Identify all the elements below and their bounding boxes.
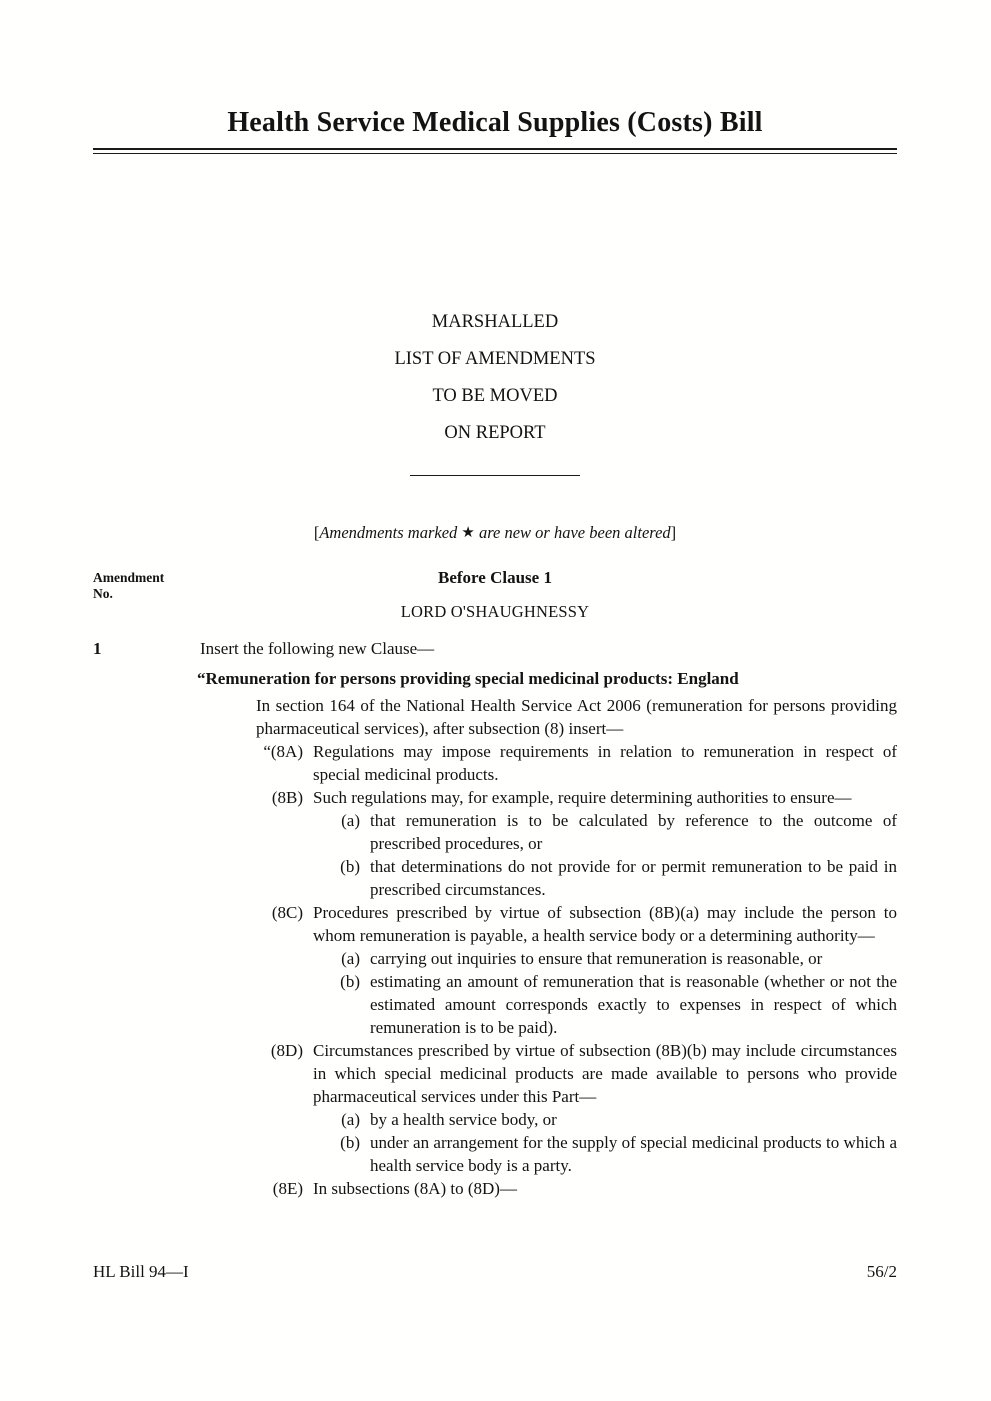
marshalled-line: MARSHALLED	[431, 312, 559, 332]
amendment-1	[93, 637, 897, 1200]
item-number: (b)	[340, 972, 360, 991]
subsection-text: Circumstances prescribed by virtue of subsection (8B)(b) may include circumstances in which special medicinal products are made available to persons who provide pharmaceutical services under this Part—	[313, 1041, 897, 1106]
page-footer	[93, 1262, 897, 1282]
subsection-text: In subsections (8A) to (8D)—	[313, 1179, 517, 1198]
subsection-8D	[200, 1039, 897, 1177]
page-code: 56/2	[866, 1262, 897, 1281]
list-item-a	[313, 809, 897, 855]
clause-heading-row	[93, 568, 897, 601]
subsection-text: Procedures prescribed by virtue of subsection (8B)(a) may include the person to whom remuneration is payable, a health service body or a determining authority—	[313, 903, 897, 945]
item-text: estimating an amount of remuneration that is reasonable (whether or not the estimated amount corresponds exactly to expenses in respect of which remuneration is to be paid).	[370, 972, 897, 1037]
note-bracket-close: ]	[670, 523, 677, 542]
subsection-number: (8B)	[271, 788, 303, 807]
note-text-2: are new or have been altered	[474, 523, 671, 542]
amendment-no-label	[93, 570, 164, 602]
list-item-b	[313, 855, 897, 901]
marshalled-line: TO BE MOVED	[432, 386, 558, 406]
mover-name: LORD O'SHAUGHNESSY	[400, 602, 590, 621]
subsection-text: Such regulations may, for example, require determining authorities to ensure—	[313, 788, 852, 807]
item-number: (b)	[340, 1133, 360, 1152]
subsection-8B	[200, 786, 897, 901]
list-item-a	[313, 1108, 897, 1131]
subsection-text-block	[313, 740, 897, 786]
amendment-number: 1	[93, 639, 102, 658]
item-text: that remuneration is to be calculated by reference to the outcome of prescribed procedures, or	[370, 811, 897, 853]
list-item-b	[313, 1131, 897, 1177]
subsection-number: (8D)	[270, 1041, 303, 1060]
amendment-no-label-line2: No.	[93, 586, 113, 601]
amendment-no-label-line1: Amendment	[93, 570, 165, 585]
new-clause-title: “Remuneration for persons providing special medicinal products: England	[197, 669, 739, 688]
subsection-number: “(8A)	[263, 742, 303, 761]
list-item-b	[313, 970, 897, 1039]
title-rule	[93, 148, 897, 154]
item-number: (a)	[341, 811, 360, 830]
item-text: carrying out inquiries to ensure that remuneration is reasonable, or	[370, 949, 823, 968]
insert-instruction: Insert the following new Clause—	[200, 639, 435, 658]
item-number: (a)	[341, 1110, 360, 1129]
marshalled-line: ON REPORT	[444, 423, 546, 443]
item-number: (b)	[340, 857, 360, 876]
item-number: (a)	[341, 949, 360, 968]
page-title: Health Service Medical Supplies (Costs) Bill	[227, 107, 763, 138]
marshalled-heading	[93, 304, 897, 452]
amendment-body	[197, 637, 897, 1200]
section-heading: Before Clause 1	[438, 568, 552, 587]
subsection-8E	[200, 1177, 897, 1200]
section-divider-rule	[410, 475, 580, 476]
item-text: under an arrangement for the supply of special medicinal products to which a health service body is a party.	[370, 1133, 897, 1175]
subsection-text-block	[313, 786, 897, 901]
subsection-text-block	[313, 1177, 897, 1200]
subsection-text-block	[313, 901, 897, 1039]
subsection-text: Regulations may impose requirements in relation to remuneration in respect of special medicinal products.	[313, 742, 897, 784]
clause-intro-text: In section 164 of the National Health Service Act 2006 (remuneration for persons providing pharmaceutical services), after subsection (8) insert—	[256, 696, 897, 738]
subsection-8C	[200, 901, 897, 1039]
amendments-marked-note	[93, 523, 897, 543]
star-icon: ★	[461, 525, 475, 541]
subsection-number: (8C)	[271, 903, 303, 922]
marshalled-line: LIST OF AMENDMENTS	[394, 349, 596, 369]
bill-reference: HL Bill 94—I	[93, 1262, 189, 1281]
subsection-number: (8E)	[272, 1179, 303, 1198]
item-text: that determinations do not provide for or permit remuneration to be paid in prescribed circumstances.	[370, 857, 897, 899]
subsection-8A	[200, 740, 897, 786]
item-text: by a health service body, or	[370, 1110, 557, 1129]
list-item-a	[313, 947, 897, 970]
note-bracket-open: [	[313, 523, 320, 542]
subsection-text-block	[313, 1039, 897, 1177]
note-text-1: Amendments marked	[319, 523, 462, 542]
